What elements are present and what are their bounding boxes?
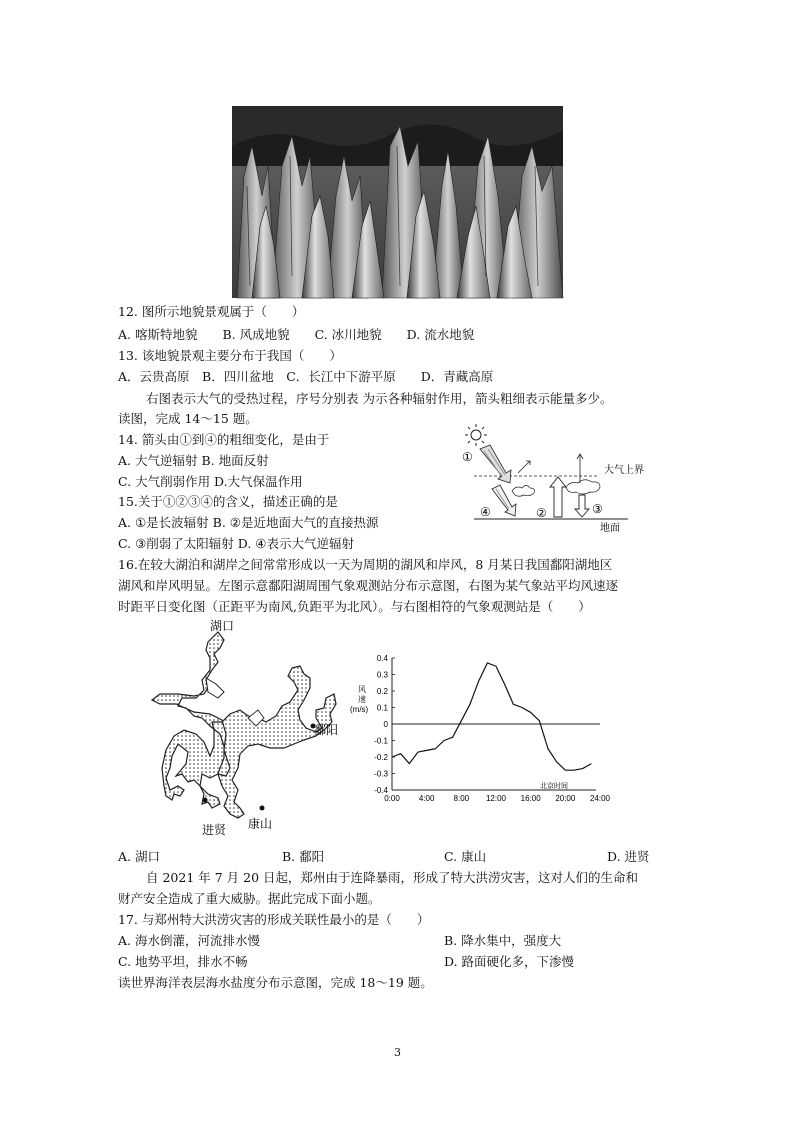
- y-tick-label: -0.1: [374, 736, 388, 746]
- cloud-left-icon: [512, 486, 535, 497]
- q15-options-cd: C. ③削弱了太阳辐射 D. ④表示大气逆辐射: [118, 536, 354, 551]
- wind-anomaly-chart: [348, 650, 611, 803]
- q16-option-c: C. 康山: [444, 849, 487, 864]
- q13-stem: 13. 该地貌景观主要分布于我国（ ）: [118, 348, 342, 363]
- intro-14-15-line1: 右图表示大气的受热过程，序号分别表 为示各种辐射作用，箭头粗细表示能量多少。: [146, 391, 613, 406]
- x-tick-label: 0:00: [384, 794, 400, 803]
- y-tick-label: -0.3: [374, 769, 388, 779]
- q17-option-a: A. 海水倒灌，河流排水慢: [118, 933, 260, 948]
- sun-icon: [465, 424, 487, 446]
- q16-option-d: D. 进贤: [607, 849, 650, 864]
- q16-line2: 湖风和岸风明显。左图示意鄱阳湖周围气象观测站分布示意图，右图为某气象站平均风速逐: [118, 578, 619, 593]
- q15-options-ab: A. ①是长波辐射 B. ②是近地面大气的直接热源: [118, 515, 379, 530]
- label-4: ④: [480, 505, 491, 519]
- station-kangshan-dot: [260, 806, 265, 811]
- y-tick-label: 0: [383, 720, 388, 729]
- x-tick-label: 24:00: [589, 794, 611, 803]
- q16-line1: 16.在较大湖泊和湖岸之间常常形成以一天为周期的湖风和岸风，8 月某日我国鄱阳湖地区: [118, 557, 613, 572]
- y-axis-label-part1: 风: [358, 685, 366, 694]
- page-number: 3: [394, 1046, 401, 1059]
- station-jinxian-label: 进贤: [202, 823, 227, 837]
- q13-options: A．云贵高原 B．四川盆地 C．长江中下游平原 D．青藏高原: [118, 369, 494, 384]
- y-tick-label: 0.4: [376, 654, 388, 663]
- station-jinxian-dot: [203, 798, 208, 803]
- q14-options-cd: C. 大气削弱作用 D.大气保温作用: [118, 474, 303, 489]
- radiation-arrow-2: [550, 477, 566, 517]
- label-1: ①: [462, 450, 473, 464]
- q17-option-b: B. 降水集中，强度大: [444, 933, 562, 948]
- q16-option-b: B. 鄱阳: [282, 849, 325, 864]
- atmosphere-top-label: 大气上界: [604, 465, 644, 476]
- intro-14-15-line2: 读图，完成 14～15 题。: [118, 411, 258, 426]
- y-axis-label-part3: (m/s): [350, 705, 369, 714]
- q12-stem: 12. 图所示地貌景观属于（ ）: [118, 304, 305, 319]
- q16-line3: 时距平日变化图（正距平为南风,负距平为北风）。与右图相符的气象观测站是（ ）: [118, 599, 591, 614]
- poyang-lake-map: [148, 618, 350, 840]
- y-tick-label: 0.2: [376, 687, 388, 696]
- x-tick-label: 8:00: [453, 794, 470, 803]
- intro-18-19: 读世界海洋表层海水盐度分布示意图，完成 18～19 题。: [118, 975, 433, 990]
- station-poyang-label: 鄱阳: [314, 723, 339, 737]
- x-tick-label: 4:00: [418, 794, 435, 803]
- cloud-right-icon: [566, 480, 600, 494]
- station-hukou-label: 湖口: [210, 619, 235, 633]
- intro-17-line2: 财产安全造成了重大威胁。据此完成下面小题。: [118, 891, 381, 906]
- x-tick-label: 12:00: [485, 794, 507, 803]
- x-tick-label: 20:00: [555, 794, 576, 803]
- x-axis-label: 北京时间: [540, 783, 568, 790]
- intro-17-line1: 自 2021 年 7 月 20 日起，郑州由于连降暴雨，形成了特大洪涝灾害，这对人们的生命和: [146, 870, 639, 885]
- karst-landscape-photo: [232, 106, 563, 298]
- label-2: ②: [536, 506, 547, 520]
- radiation-arrow-3: [575, 495, 589, 517]
- y-tick-label: 0.3: [376, 670, 388, 680]
- q16-option-a: A. 湖口: [118, 849, 160, 864]
- y-axis-label-part2: 速: [358, 695, 366, 704]
- radiation-arrow-1: [480, 445, 511, 483]
- y-tick-label: 0.1: [376, 703, 388, 713]
- wind-anomaly-line: [392, 663, 591, 770]
- q17-stem: 17. 与郑州特大洪涝灾害的形成关联性最小的是（ ）: [118, 912, 430, 927]
- station-kangshan-label: 康山: [248, 817, 273, 831]
- radiation-arrow-4: [492, 485, 516, 516]
- q12-options: A. 喀斯特地貌 B. 风成地貌 C. 冰川地貌 D. 流水地貌: [118, 327, 475, 342]
- ground-label: 地面: [600, 523, 620, 534]
- atmosphere-heating-diagram: [458, 421, 660, 533]
- q17-option-d: D. 路面硬化多，下渗慢: [444, 954, 575, 969]
- y-tick-label: -0.2: [374, 753, 388, 762]
- x-tick-label: 16:00: [520, 794, 541, 803]
- q14-options-ab: A. 大气逆辐射 B. 地面反射: [118, 453, 269, 468]
- q15-stem: 15.关于①②③④的含义，描述正确的是: [118, 494, 338, 509]
- y-tick-label: -0.4: [374, 786, 388, 795]
- label-3: ③: [592, 502, 603, 516]
- q14-stem: 14. 箭头由①到④的粗细变化，是由于: [118, 432, 330, 447]
- lake-outline: [152, 632, 339, 818]
- q17-option-c: C. 地势平坦，排水不畅: [118, 954, 248, 969]
